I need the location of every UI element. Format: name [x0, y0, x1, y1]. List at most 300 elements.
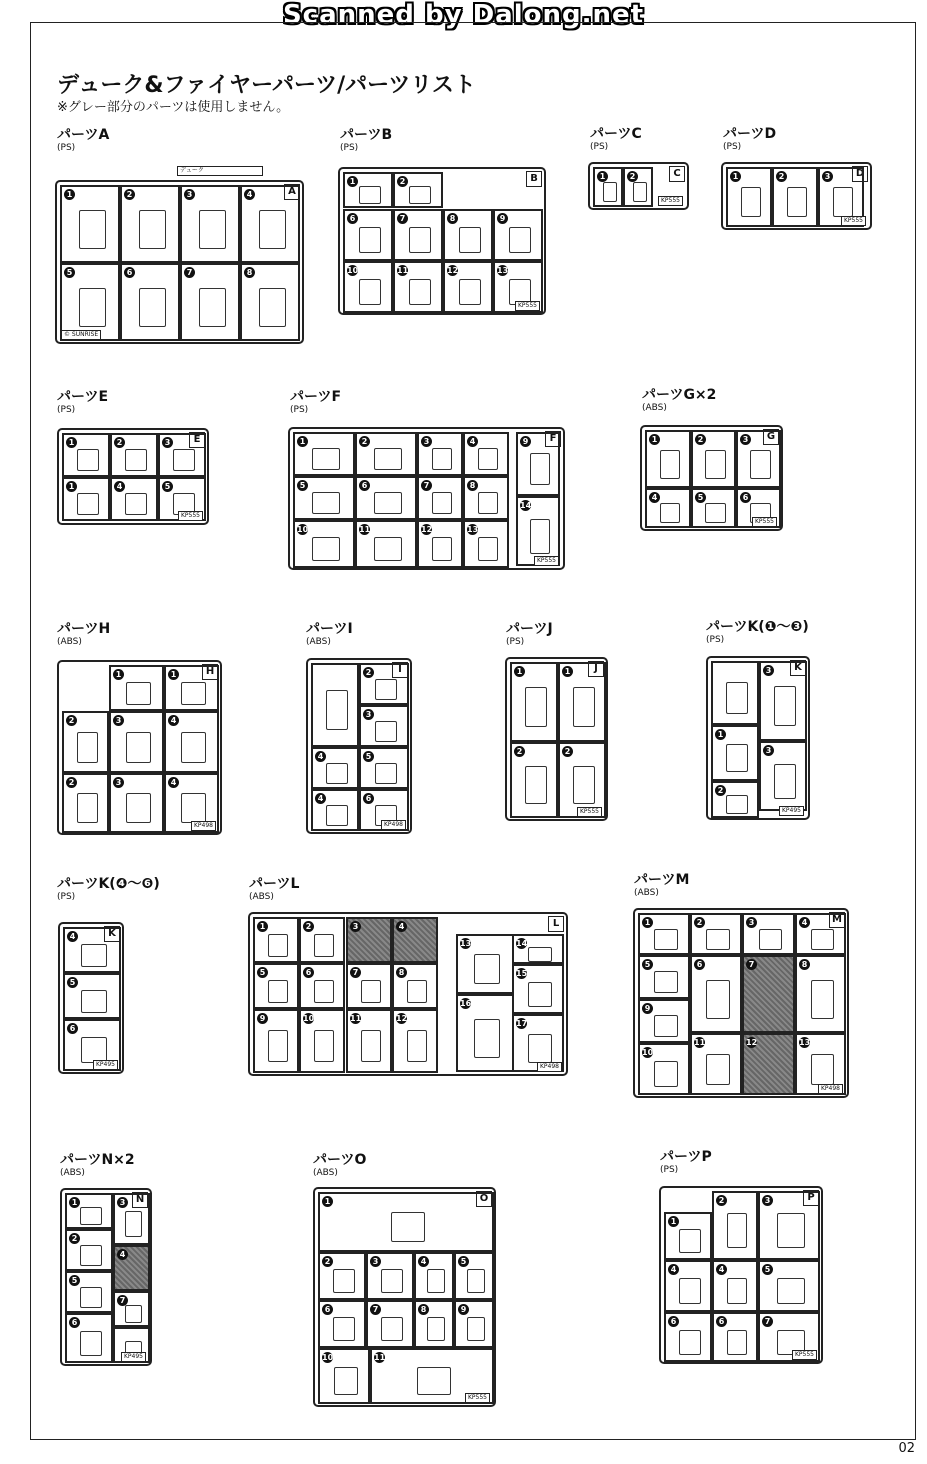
part-shape [326, 690, 348, 730]
part-cell [113, 1291, 150, 1327]
part-number: 8 [467, 480, 478, 491]
part-cell [346, 1009, 392, 1073]
part-shape [528, 947, 551, 962]
part-cell [240, 185, 300, 263]
group-title: パーツB [340, 127, 393, 143]
part-cell [110, 477, 158, 521]
part-shape [727, 1278, 748, 1304]
part-shape [268, 1030, 289, 1062]
part-number: 2 [66, 715, 77, 726]
part-cell [417, 476, 463, 520]
part-number: 5 [695, 492, 706, 503]
lot-code: KP555 [515, 301, 540, 311]
part-cell [318, 1192, 494, 1252]
part-cell [253, 963, 299, 1009]
group-title: パーツD [723, 126, 777, 142]
part-cell [691, 488, 736, 528]
group-label-o [313, 1153, 366, 1178]
part-number: 10 [642, 1048, 654, 1057]
part-shape [374, 492, 402, 514]
group-label-n [60, 1153, 135, 1178]
part-number: 11 [359, 525, 371, 534]
part-cell [120, 263, 180, 341]
part-cell [510, 662, 558, 742]
part-shape [660, 503, 681, 523]
runner-d [721, 162, 872, 230]
part-shape [474, 954, 500, 984]
part-number: 7 [762, 1316, 773, 1327]
part-cell [711, 781, 759, 818]
part-number: 6 [67, 1023, 78, 1034]
part-number: 13 [497, 266, 509, 275]
part-cell [454, 1252, 494, 1300]
group-material: (ABS) [57, 637, 82, 647]
part-number: 14 [520, 501, 532, 510]
part-shape [326, 763, 348, 784]
part-number: 6 [740, 492, 751, 503]
part-shape [407, 1030, 428, 1062]
part-cell [512, 934, 564, 964]
part-cell [355, 432, 417, 476]
part-shape [77, 732, 98, 763]
part-shape [359, 279, 382, 305]
part-number: 1 [715, 729, 726, 740]
part-shape [359, 186, 382, 204]
part-shape [509, 227, 532, 253]
group-material: (ABS) [642, 403, 667, 413]
part-shape [199, 288, 226, 327]
group-label-l [249, 877, 299, 902]
part-cell [311, 789, 359, 831]
part-number: 8 [447, 213, 458, 224]
part-cell [664, 1312, 712, 1362]
part-shape [777, 1278, 805, 1304]
part-number: 1 [66, 437, 77, 448]
part-number: 1 [257, 921, 268, 932]
part-shape [706, 929, 729, 950]
part-number: 2 [715, 785, 726, 796]
part-cell [109, 665, 164, 711]
part-number: 3 [363, 709, 374, 720]
part-number: 4 [467, 436, 478, 447]
part-shape [334, 1367, 357, 1395]
part-shape [409, 186, 432, 204]
part-cell [343, 172, 393, 208]
part-shape [81, 990, 107, 1013]
part-shape [528, 1034, 551, 1063]
part-cell [742, 913, 795, 955]
part-cell [62, 433, 110, 477]
part-number: 6 [668, 1316, 679, 1327]
part-number: 8 [396, 967, 407, 978]
part-number: 4 [114, 481, 125, 492]
runner-a [55, 167, 304, 344]
part-cell [62, 773, 109, 833]
part-number: 7 [421, 480, 432, 491]
part-number: 2 [716, 1195, 727, 1206]
part-number: 3 [822, 171, 833, 182]
part-number: 10 [297, 525, 309, 534]
part-cell [253, 917, 299, 963]
part-cell [164, 711, 219, 773]
part-cell [711, 661, 759, 725]
part-shape [459, 227, 482, 253]
lot-code: KP555 [658, 196, 683, 206]
part-number: 3 [350, 921, 361, 932]
runner-tag: F [545, 431, 561, 447]
part-shape [706, 980, 729, 1019]
part-shape [705, 450, 725, 479]
part-shape [139, 210, 166, 249]
part-shape [633, 182, 647, 202]
part-cell [691, 430, 736, 488]
runner-tag: H [202, 664, 218, 680]
part-cell [65, 1193, 113, 1229]
part-shape [432, 492, 453, 514]
part-shape [361, 1030, 382, 1062]
part-cell [311, 747, 359, 789]
runner-tag: O [476, 1191, 492, 1207]
runner-tag: D [852, 166, 868, 182]
part-cell [180, 185, 240, 263]
part-number: 6 [716, 1316, 727, 1327]
group-title: パーツG×2 [642, 387, 717, 403]
part-number: 5 [458, 1256, 469, 1267]
lot-code: KP555 [792, 1350, 817, 1360]
part-number: 1 [347, 176, 358, 187]
part-cell [417, 520, 463, 568]
part-shape [79, 288, 106, 327]
part-number: 4 [117, 1249, 128, 1260]
part-shape [474, 1019, 500, 1058]
part-cell [759, 661, 807, 741]
part-cell [417, 432, 463, 476]
part-cell [772, 167, 818, 227]
part-cell [638, 1043, 690, 1095]
part-shape [811, 1054, 834, 1085]
part-shape [80, 1207, 102, 1225]
part-number: 1 [168, 669, 179, 680]
part-number: 11 [374, 1353, 386, 1362]
part-number: 11 [694, 1038, 706, 1047]
part-cell [343, 209, 393, 261]
group-label-p [660, 1150, 712, 1175]
part-shape [314, 980, 335, 1003]
part-number: 9 [458, 1304, 469, 1315]
group-material: (ABS) [60, 1168, 85, 1178]
part-cell [109, 773, 164, 833]
part-shape [80, 1245, 102, 1266]
part-number: 6 [363, 793, 374, 804]
part-cell [712, 1260, 758, 1312]
part-shape [459, 279, 482, 305]
part-number: 6 [347, 213, 358, 224]
part-number: 4 [315, 793, 326, 804]
part-cell [690, 913, 742, 955]
lot-code: KP498 [818, 1084, 843, 1094]
part-cell [510, 742, 558, 818]
part-cell [392, 963, 438, 1009]
part-number: 11 [397, 266, 409, 275]
part-cell [240, 263, 300, 341]
part-cell [346, 917, 392, 963]
part-cell [463, 520, 509, 568]
group-material: (ABS) [306, 637, 331, 647]
part-cell [414, 1252, 454, 1300]
part-number: 1 [730, 171, 741, 182]
group-label-c [590, 127, 642, 152]
group-material: (PS) [290, 405, 309, 415]
group-title: パーツC [590, 126, 642, 142]
part-cell [645, 488, 691, 528]
part-cell [454, 1300, 494, 1348]
part-cell [393, 172, 443, 208]
lot-code: KP498 [381, 820, 406, 830]
part-number: 9 [257, 1013, 268, 1024]
part-number: 11 [350, 1014, 362, 1023]
group-label-e [57, 390, 108, 415]
group-material: (PS) [723, 142, 742, 152]
page-number: 02 [898, 1441, 915, 1456]
group-material: (PS) [590, 142, 609, 152]
part-shape [525, 687, 547, 727]
part-number: 6 [303, 967, 314, 978]
group-material: (PS) [706, 635, 725, 645]
part-number: 2 [694, 917, 705, 928]
part-shape [181, 732, 206, 763]
runner-tag: K [104, 926, 120, 942]
group-material: (PS) [340, 143, 359, 153]
part-shape [530, 519, 550, 554]
part-number: 13 [467, 525, 479, 534]
part-cell [65, 1313, 113, 1363]
part-shape [833, 187, 854, 217]
part-cell [742, 1033, 795, 1095]
part-shape [774, 686, 796, 726]
part-cell [645, 430, 691, 488]
part-number: 10 [347, 266, 359, 275]
part-cell [512, 964, 564, 1014]
runner-tag: C [669, 166, 685, 182]
part-number: 3 [370, 1256, 381, 1267]
part-shape [81, 944, 107, 967]
part-shape [811, 929, 834, 950]
part-shape [774, 764, 796, 799]
part-number: 7 [117, 1295, 128, 1306]
part-shape [811, 980, 834, 1019]
part-number: 1 [113, 669, 124, 680]
part-cell [711, 725, 759, 781]
part-cell [318, 1300, 366, 1348]
part-shape [654, 971, 677, 993]
part-cell [623, 167, 653, 207]
part-shape [333, 1317, 355, 1341]
part-cell [638, 999, 690, 1043]
part-cell [346, 963, 392, 1009]
group-material: (PS) [660, 1165, 679, 1175]
part-cell [456, 934, 514, 994]
part-cell [60, 185, 120, 263]
part-shape [660, 450, 681, 479]
part-cell [62, 477, 110, 521]
part-cell [392, 1009, 438, 1073]
lot-code: KP498 [537, 1062, 562, 1072]
part-number: 3 [162, 437, 173, 448]
part-shape [359, 227, 382, 253]
part-number: 2 [397, 176, 408, 187]
part-cell [355, 520, 417, 568]
lot-code: KP555 [841, 216, 866, 226]
runner-m [633, 908, 849, 1098]
part-number: 4 [168, 715, 179, 726]
part-cell [318, 1252, 366, 1300]
part-number: 5 [67, 977, 78, 988]
runner-j [505, 657, 608, 821]
group-label-m [634, 873, 689, 898]
runner-tag: J [588, 661, 604, 677]
part-number: 1 [297, 436, 308, 447]
part-number: 2 [359, 436, 370, 447]
part-number: 8 [244, 267, 255, 278]
part-number: 6 [69, 1317, 80, 1328]
part-number: 2 [69, 1233, 80, 1244]
part-number: 1 [597, 171, 608, 182]
runner-k1 [706, 656, 810, 820]
group-label-h [57, 622, 110, 647]
part-number: 1 [322, 1196, 333, 1207]
part-cell [299, 1009, 345, 1073]
part-number: 2 [66, 777, 77, 788]
runner-n [60, 1188, 152, 1366]
part-cell [736, 430, 781, 488]
part-shape [125, 1305, 142, 1323]
group-material: (PS) [57, 405, 76, 415]
part-shape [77, 493, 99, 515]
part-shape [374, 448, 402, 470]
lot-code: KP498 [191, 821, 216, 831]
part-cell [63, 927, 121, 973]
part-shape [427, 1269, 445, 1293]
part-number: 13 [799, 1038, 811, 1047]
group-title: パーツI [306, 621, 353, 637]
part-cell [443, 209, 493, 261]
part-shape [727, 1330, 748, 1355]
runner-o [313, 1187, 496, 1407]
part-cell [293, 520, 355, 568]
part-cell [343, 261, 393, 313]
part-shape [126, 682, 151, 705]
part-cell [299, 917, 345, 963]
runner-f [288, 427, 565, 570]
part-number: 5 [297, 480, 308, 491]
part-shape [654, 1061, 677, 1087]
part-shape [478, 492, 499, 514]
part-shape [391, 1212, 425, 1242]
part-shape [706, 1054, 729, 1085]
part-number: 2 [514, 746, 525, 757]
part-cell [638, 955, 690, 999]
part-number: 1 [69, 1197, 80, 1208]
part-shape [528, 982, 551, 1007]
group-material: (ABS) [249, 892, 274, 902]
part-shape [80, 1331, 102, 1356]
runner-tag: A [284, 184, 300, 200]
part-shape [432, 537, 453, 561]
part-number: 3 [763, 665, 774, 676]
part-shape [173, 449, 195, 471]
part-cell [393, 261, 443, 313]
group-label-a [57, 128, 109, 153]
part-number: 1 [562, 666, 573, 677]
lot-code: KP495 [121, 1352, 146, 1362]
part-shape [726, 795, 748, 814]
part-shape [726, 682, 748, 714]
part-cell [759, 741, 807, 811]
part-shape [381, 1269, 403, 1293]
lot-code: KP495 [779, 806, 804, 816]
part-number: 2 [114, 437, 125, 448]
part-cell [299, 963, 345, 1009]
part-number: 3 [113, 715, 124, 726]
part-number: 10 [322, 1353, 334, 1362]
part-cell [414, 1300, 454, 1348]
part-cell [65, 1271, 113, 1313]
part-shape [417, 1367, 451, 1395]
part-number: 9 [642, 1003, 653, 1014]
part-cell [366, 1300, 414, 1348]
part-shape [361, 980, 382, 1003]
part-shape [126, 732, 151, 763]
part-number: 4 [315, 751, 326, 762]
group-title: パーツH [57, 621, 111, 637]
part-shape [374, 537, 402, 561]
part-shape [199, 210, 226, 249]
part-number: 4 [67, 931, 78, 942]
part-cell [120, 185, 180, 263]
part-cell [463, 476, 509, 520]
runner-tag: E [189, 432, 205, 448]
part-shape [478, 537, 499, 561]
part-number: 2 [322, 1256, 333, 1267]
part-shape [467, 1317, 485, 1341]
part-cell [758, 1191, 820, 1260]
part-shape [333, 1269, 355, 1293]
group-title: パーツK(❹〜❻) [57, 876, 160, 892]
part-number: 1 [642, 917, 653, 928]
part-cell [795, 913, 846, 955]
group-label-j [506, 622, 553, 647]
part-number: 1 [64, 189, 75, 200]
part-number: 7 [350, 967, 361, 978]
part-number: 4 [244, 189, 255, 200]
part-number: 5 [363, 751, 374, 762]
part-cell [65, 1229, 113, 1271]
part-shape [530, 453, 550, 485]
part-shape [126, 793, 151, 823]
runner-tag: G [763, 429, 779, 445]
part-number: 3 [763, 745, 774, 756]
group-title: パーツE [57, 389, 109, 405]
part-cell [158, 433, 206, 477]
part-number: 2 [303, 921, 314, 932]
runner-i [306, 658, 412, 834]
part-number: 8 [418, 1304, 429, 1315]
part-number: 6 [694, 959, 705, 970]
part-number: 4 [649, 492, 660, 503]
part-cell [593, 167, 623, 207]
part-shape [125, 1211, 142, 1237]
group-title: パーツL [249, 876, 300, 892]
